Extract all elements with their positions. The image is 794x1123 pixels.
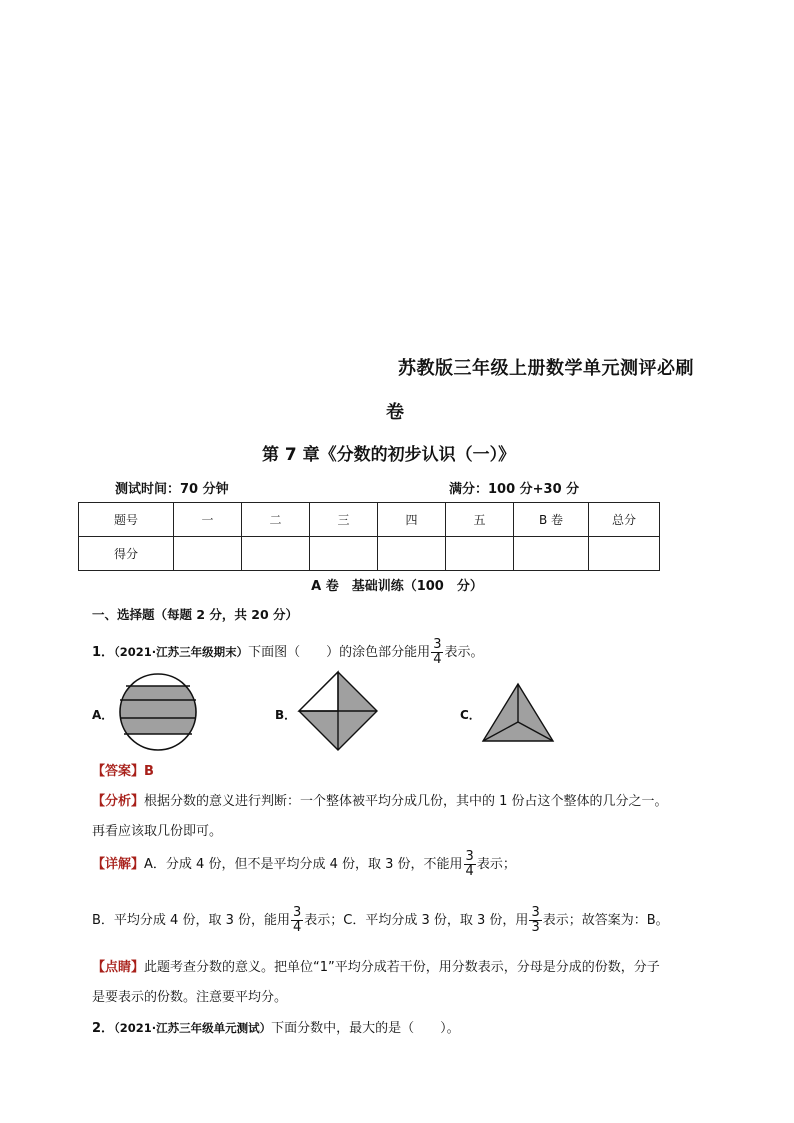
answer-line <box>92 762 154 782</box>
detail-line-2 <box>92 906 669 935</box>
score-input-cell[interactable] <box>242 537 310 571</box>
table-cell: 二 <box>242 503 310 537</box>
option-b-label: B． <box>275 708 297 722</box>
fraction <box>291 906 303 935</box>
fraction-numerator: 3 <box>293 905 302 920</box>
detail-c-end: 表示；故答案为：B。 <box>542 913 669 928</box>
option-a-label: A． <box>92 708 114 722</box>
answer-value: B <box>144 764 154 779</box>
table-cell: 一 <box>174 503 242 537</box>
fraction-numerator: 3 <box>531 905 540 920</box>
analysis-label: 【分析】 <box>92 794 145 809</box>
fraction-numerator: 3 <box>465 849 474 864</box>
full-score: 满分：100 分+30 分 <box>449 482 580 497</box>
table-row <box>79 503 660 537</box>
table-row <box>79 537 660 571</box>
document-title-continued: 卷 <box>386 402 404 423</box>
score-table <box>78 502 660 571</box>
score-input-cell[interactable] <box>378 537 446 571</box>
table-cell: 得分 <box>79 537 174 571</box>
analysis-text: 根据分数的意义进行判断：一个整体被平均分成几份，其中的 1 份占这个整体的几分之一。 <box>144 794 668 809</box>
document-title: 苏教版三年级上册数学单元测评必刷 <box>398 358 694 379</box>
analysis-line-2: 再看应该取几份即可。 <box>92 824 223 839</box>
fraction-numerator: 3 <box>433 637 442 652</box>
chapter-title: 第 7 章《分数的初步认识（一）》 <box>262 445 516 465</box>
section-heading: A 卷 基础训练（100 分） <box>311 579 483 594</box>
question-source: （2021·江苏三年级期末） <box>114 645 249 659</box>
detail-a-end: 表示； <box>476 857 516 872</box>
score-input-cell[interactable] <box>514 537 589 571</box>
score-input-cell[interactable] <box>446 537 514 571</box>
fraction-denominator: 4 <box>293 920 302 935</box>
answer-label: 【答案】 <box>92 764 145 779</box>
score-input-cell[interactable] <box>589 537 660 571</box>
fraction <box>529 906 541 935</box>
score-input-cell[interactable] <box>310 537 378 571</box>
detail-line-1 <box>92 850 516 879</box>
detail-a-text: A．分成 4 份，但不是平均分成 4 份，取 3 份，不能用 <box>144 857 463 872</box>
analysis-line-1 <box>92 792 668 812</box>
table-cell: B 卷 <box>514 503 589 537</box>
table-cell: 四 <box>378 503 446 537</box>
fraction <box>431 638 443 667</box>
triangle-figure <box>481 682 555 744</box>
table-cell: 三 <box>310 503 378 537</box>
part-heading: 一、选择题（每题 2 分，共 20 分） <box>92 607 299 622</box>
point-line-2: 是要表示的份数。注意要平均分。 <box>92 990 288 1005</box>
question-text: 下面分数中，最大的是（ ）。 <box>271 1021 460 1036</box>
question-source: （2021·江苏三年级单元测试） <box>114 1021 272 1035</box>
detail-b-mid: 表示；C．平均分成 3 份，取 3 份，用 <box>304 913 529 928</box>
fraction-denominator: 4 <box>465 864 474 879</box>
fraction <box>464 850 476 879</box>
circle-figure <box>118 672 198 752</box>
question-1 <box>92 638 483 667</box>
point-label: 【点睛】 <box>92 960 145 975</box>
fraction-denominator: 4 <box>433 652 442 667</box>
option-c-label: C． <box>460 708 481 722</box>
point-text: 此题考查分数的意义。把单位“1”平均分成若干份，用分数表示，分母是分成的份数，分子 <box>144 960 660 975</box>
table-cell: 五 <box>446 503 514 537</box>
detail-b-text: B．平均分成 4 份，取 3 份，能用 <box>92 913 290 928</box>
diamond-figure <box>297 670 379 752</box>
question-2 <box>92 1018 460 1039</box>
fraction-denominator: 3 <box>531 920 540 935</box>
point-line-1 <box>92 958 660 978</box>
question-number: 2． <box>92 1021 115 1036</box>
table-cell: 总分 <box>589 503 660 537</box>
table-cell: 题号 <box>79 503 174 537</box>
detail-label: 【详解】 <box>92 857 145 872</box>
question-text-end: 表示。 <box>444 645 484 660</box>
question-text: 下面图（ ）的涂色部分能用 <box>248 645 431 660</box>
score-input-cell[interactable] <box>174 537 242 571</box>
question-number: 1． <box>92 645 115 660</box>
test-time: 测试时间：70 分钟 <box>115 482 229 497</box>
